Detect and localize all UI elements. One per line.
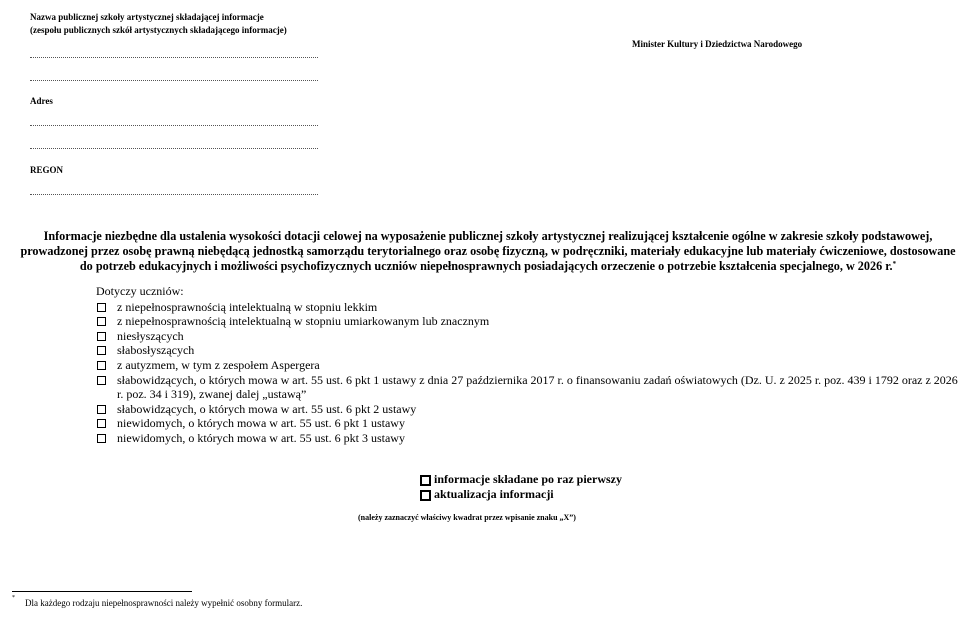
address-field-line-2[interactable]	[30, 148, 318, 149]
students-heading: Dotyczy uczniów:	[96, 284, 184, 298]
checklist-item-deaf	[96, 329, 966, 344]
option-label: informacje składane po raz pierwszy	[434, 472, 622, 486]
checklist-item-label: słabosłyszących	[117, 343, 195, 358]
checkbox[interactable]	[97, 405, 106, 414]
checklist-item-blind-pkt3	[96, 431, 966, 446]
footnote	[12, 595, 303, 608]
document-title	[20, 229, 956, 274]
school-name-label-line2: (zespołu publicznych szkół artystycznych składającego informacje)	[30, 25, 287, 35]
footnote-text: Dla każdego rodzaju niepełnosprawności należy wypełnić osobny formularz.	[25, 598, 303, 608]
checklist-item-label: z niepełnosprawnością intelektualną w stopniu umiarkowanym lub znacznym	[117, 314, 490, 329]
option-label: aktualizacja informacji	[434, 487, 554, 501]
checklist-item-label: niesłyszących	[117, 328, 184, 343]
checklist-item-intellectual-moderate	[96, 314, 966, 329]
checklist-item-visually-impaired-pkt1	[96, 373, 966, 402]
school-name-label-line1: Nazwa publicznej szkoły artystycznej składającej informacje	[30, 12, 264, 22]
checklist-item-label: z niepełnosprawnością intelektualną w stopniu lekkim	[117, 299, 378, 314]
checkbox[interactable]	[420, 490, 431, 501]
checkbox[interactable]	[97, 346, 106, 355]
checklist-item-label: słabowidzących, o których mowa w art. 55 ust. 6 pkt 1 ustawy z dnia 27 października 2017 r. o finansowaniu zadań oświatowych (Dz. U. z 2025 r. poz. 439 i 1792 oraz z 2026 r. poz. 34 i 319), zwanej dalej „ustawą”	[117, 372, 958, 402]
submission-options	[420, 472, 622, 502]
footnote-mark: *	[12, 595, 15, 601]
school-name-field-line-1[interactable]	[30, 57, 318, 58]
option-update	[420, 487, 622, 502]
footnote-divider	[12, 591, 192, 592]
title-footnote-mark: *	[892, 260, 897, 268]
recipient: Minister Kultury i Dziedzictwa Narodowego	[632, 39, 803, 49]
document-title-text: Informacje niezbędne dla ustalenia wysokości dotacji celowej na wyposażenie publicznej szkoły artystycznej realizującej kształcenie ogólne w zakresie szkoły podstawowej, prowadzonej przez osobę prawną niebędącą jednostką samorządu terytorialnego oraz osobę fizyczną, w podręczniki, materiały edukacyjne lub materiały ćwiczeniowe, dostosowane do potrzeb edukacyjnych i możliwości psychofizycznych uczniów niepełnosprawnych posiadających orzeczenie o potrzebie kształcenia specjalnego, w 2026 r.	[20, 229, 956, 273]
checkbox[interactable]	[97, 376, 106, 385]
checklist-item-intellectual-mild	[96, 300, 966, 315]
checkbox[interactable]	[97, 317, 106, 326]
checklist-item-label: słabowidzących, o których mowa w art. 55 ust. 6 pkt 2 ustawy	[117, 401, 417, 416]
address-label: Adres	[30, 96, 53, 106]
checklist-item-autism	[96, 358, 966, 373]
regon-field-line[interactable]	[30, 194, 318, 195]
option-first-submission	[420, 472, 622, 487]
checklist-item-label: niewidomych, o których mowa w art. 55 ust. 6 pkt 3 ustawy	[117, 430, 405, 445]
checkbox[interactable]	[97, 434, 106, 443]
school-name-field-line-2[interactable]	[30, 80, 318, 81]
checklist-item-label: niewidomych, o których mowa w art. 55 ust. 6 pkt 1 ustawy	[117, 416, 405, 431]
checklist-item-hard-of-hearing	[96, 343, 966, 358]
address-field-line-1[interactable]	[30, 125, 318, 126]
submission-note: (należy zaznaczyć właściwy kwadrat przez wpisanie znaku „X”)	[358, 513, 576, 522]
students-checklist	[96, 284, 966, 446]
school-name-label	[30, 11, 287, 37]
checkbox[interactable]	[97, 303, 106, 312]
checkbox[interactable]	[97, 361, 106, 370]
checkbox[interactable]	[420, 475, 431, 486]
checkbox[interactable]	[97, 332, 106, 341]
checklist-item-visually-impaired-pkt2	[96, 402, 966, 417]
checklist-item-label: z autyzmem, w tym z zespołem Aspergera	[117, 357, 320, 372]
checklist-item-blind-pkt1	[96, 416, 966, 431]
regon-label: REGON	[30, 165, 64, 175]
checkbox[interactable]	[97, 419, 106, 428]
